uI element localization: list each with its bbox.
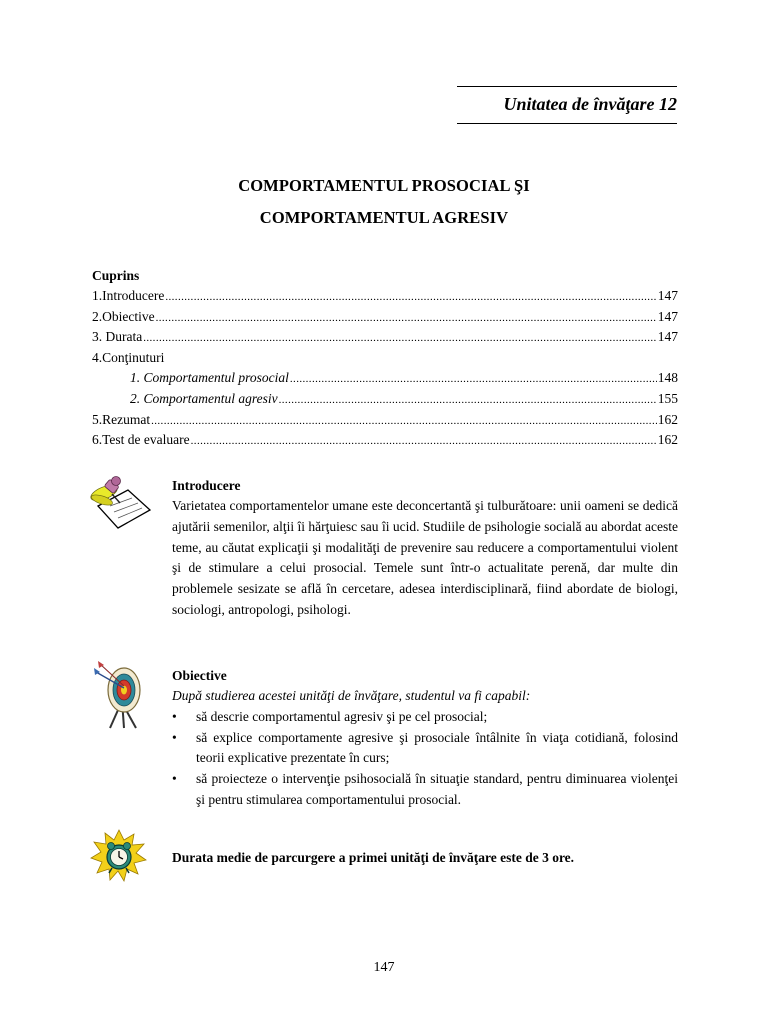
toc-entry-comportamentul-agresiv[interactable] xyxy=(92,389,678,410)
page-number: 147 xyxy=(373,960,395,975)
toc-entry-page: 162 xyxy=(657,411,678,427)
toc-entry-page: 162 xyxy=(657,432,678,448)
toc-entry-label: 2.Obiective xyxy=(92,308,155,324)
toc-entry-label: 4.Conţinuturi xyxy=(92,349,165,365)
toc-entry-continuturi[interactable] xyxy=(92,348,678,369)
archery-target-icon xyxy=(92,660,156,730)
introduction-heading: Introducere xyxy=(172,478,241,493)
objectives-heading: Obiective xyxy=(172,668,227,683)
bullet-marker: • xyxy=(172,708,177,724)
objectives-subtitle: După studierea acestei unităţi de învăţare, studentul va fi capabil: xyxy=(172,688,531,703)
pushpin-note-icon xyxy=(88,476,156,536)
unit-title: Unitatea de învăţare 12 xyxy=(503,94,677,114)
bullet-marker: • xyxy=(172,729,177,745)
toc-heading: Cuprins xyxy=(92,268,140,283)
toc-leader-dots xyxy=(156,308,657,329)
objective-item xyxy=(172,769,678,811)
unit-header xyxy=(457,86,677,124)
toc-entry-label: 5.Rezumat xyxy=(92,411,151,427)
introduction-section xyxy=(172,476,678,621)
toc-leader-dots xyxy=(143,328,657,349)
objective-text: să descrie comportamentul agresiv şi pe cel prosocial; xyxy=(196,708,488,724)
duration-text: Durata medie de parcurgere a primei unităţi de învăţare este de 3 ore. xyxy=(172,850,575,865)
alarm-clock-icon xyxy=(88,828,150,884)
toc-entry-page: 147 xyxy=(657,329,678,345)
toc-entry-label: 6.Test de evaluare xyxy=(92,432,190,448)
objective-item xyxy=(172,707,678,728)
toc-entry-page: 148 xyxy=(657,370,678,386)
toc-entry-introducere[interactable] xyxy=(92,286,678,307)
chapter-title-line-1: COMPORTAMENTUL PROSOCIAL ŞI xyxy=(238,176,530,195)
toc-entry-page: 147 xyxy=(657,308,678,324)
toc-leader-dots xyxy=(290,369,657,390)
toc-entry-page: 155 xyxy=(657,390,678,406)
toc-leader-dots xyxy=(279,390,657,411)
objective-text: să explice comportamente agresive şi prosociale întâlnite în viaţa cotidiană, folosind teorii explicative prezentate în curs; xyxy=(196,729,678,766)
chapter-title-line-2: COMPORTAMENTUL AGRESIV xyxy=(259,208,509,227)
toc-leader-dots xyxy=(151,411,657,432)
objectives-list xyxy=(172,707,678,811)
toc-entry-comportamentul-prosocial[interactable] xyxy=(92,368,678,389)
duration-section xyxy=(172,848,678,869)
toc-entry-label: 3. Durata xyxy=(92,329,143,345)
toc-entry-page: 147 xyxy=(657,288,678,303)
toc-entry-label: 1.Introducere xyxy=(92,288,165,303)
toc-leader-dots xyxy=(165,287,656,308)
toc-entry-label: 1. Comportamentul prosocial xyxy=(130,370,289,386)
introduction-text: Varietatea comportamentelor umane este deconcertantă şi tulburătoare: unii oameni se dedică ajutării semenilor, alţii îi hărţuiesc sau îi ucid. Studiile de psihologie socială au abordat aceste teme, au căutat explicaţii şi modalităţi de prevenire sau reducere a comportamentului violent şi de stimulare a celui prosocial. Temele sunt într-o actualitate perenă, dar multe din problemele sesizate se află în cercetare, adesea interdisciplinară, fiind abordate de biologi, sociologi, antropologi, psihologi. xyxy=(172,498,678,617)
objective-text: să proiecteze o intervenţie psihosocială în situaţie standard, pentru diminuarea violenţei şi pentru stimularea comportamentului prosocial. xyxy=(196,771,678,807)
objectives-section xyxy=(172,666,678,811)
table-of-contents xyxy=(92,266,678,451)
objective-item xyxy=(172,728,678,770)
toc-entry-obiective[interactable] xyxy=(92,307,678,328)
toc-entry-test-de-evaluare[interactable] xyxy=(92,430,678,451)
toc-entry-label: 2. Comportamentul agresiv xyxy=(130,390,278,406)
toc-entry-rezumat[interactable] xyxy=(92,410,678,431)
bullet-marker: • xyxy=(172,771,177,787)
toc-entry-durata[interactable] xyxy=(92,327,678,348)
toc-leader-dots xyxy=(191,431,657,452)
